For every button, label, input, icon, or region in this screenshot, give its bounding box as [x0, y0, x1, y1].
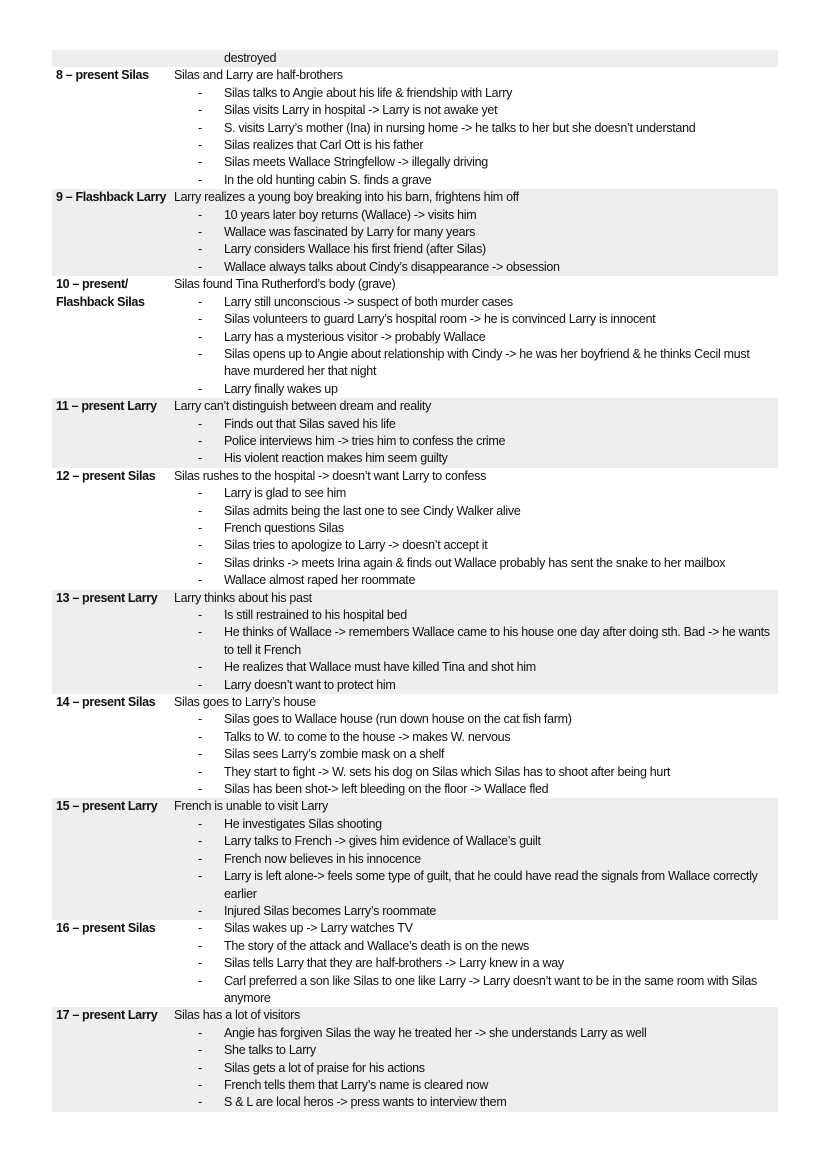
chapter-content — [172, 67, 778, 189]
bullet-text: Silas realizes that Carl Ott is his father — [224, 138, 424, 153]
chapter-bullet-list — [174, 294, 778, 398]
continuation-content-cell — [172, 50, 778, 67]
chapter-content — [172, 590, 778, 694]
bullet-text: She talks to Larry — [224, 1043, 316, 1058]
bullet-item — [174, 85, 778, 102]
continuation-row — [52, 50, 778, 67]
bullet-text: In the old hunting cabin S. finds a grave — [224, 172, 432, 187]
bullet-dash-icon: - — [198, 520, 202, 535]
bullet-dash-icon: - — [198, 816, 202, 831]
bullet-text: Silas goes to Wallace house (run down house on the cat fish farm) — [224, 712, 572, 727]
bullet-item — [174, 416, 778, 433]
bullet-dash-icon: - — [198, 1077, 202, 1092]
bullet-dash-icon: - — [198, 242, 202, 257]
bullet-dash-icon: - — [198, 120, 202, 135]
chapter-content — [172, 468, 778, 590]
chapter-row — [52, 798, 778, 920]
bullet-item — [174, 711, 778, 728]
bullet-item — [174, 677, 778, 694]
chapter-row — [52, 67, 778, 189]
bullet-dash-icon: - — [198, 225, 202, 240]
bullet-text: Silas admits being the last one to see Cindy Walker alive — [224, 503, 521, 518]
bullet-dash-icon: - — [198, 608, 202, 622]
bullet-text: Wallace always talks about Cindy’s disappearance -> obsession — [224, 259, 560, 274]
bullet-text: Silas drinks -> meets Irina again & finds out Wallace probably has sent the snake to her mailbox — [224, 555, 726, 570]
bullet-text: Silas tells Larry that they are half-brothers -> Larry knew in a way — [224, 956, 564, 971]
bullet-text: Silas opens up to Angie about relationship with Cindy -> he was her boyfriend & he thinks Cecil must have murdered her that night — [224, 346, 750, 379]
bullet-item — [174, 729, 778, 746]
bullet-text: S & L are local heros -> press wants to interview them — [224, 1095, 507, 1110]
bullet-text: Silas wakes up -> Larry watches TV — [224, 921, 413, 936]
bullet-text: French questions Silas — [224, 520, 344, 535]
bullet-dash-icon: - — [198, 973, 202, 988]
bullet-item — [174, 503, 778, 520]
chapter-content — [172, 1007, 778, 1111]
bullet-text: Finds out that Silas saved his life — [224, 416, 396, 431]
bullet-item — [174, 903, 778, 920]
bullet-item — [174, 764, 778, 781]
bullet-dash-icon: - — [198, 938, 202, 953]
bullet-text: Larry doesn’t want to protect him — [224, 677, 396, 692]
bullet-text: Larry still unconscious -> suspect of both murder cases — [224, 294, 513, 309]
bullet-item — [174, 450, 778, 467]
bullet-dash-icon: - — [198, 312, 202, 327]
bullet-dash-icon: - — [198, 294, 202, 309]
chapter-row — [52, 468, 778, 590]
bullet-dash-icon: - — [198, 903, 202, 918]
bullet-item — [174, 816, 778, 833]
bullet-dash-icon: - — [198, 921, 202, 936]
bullet-dash-icon: - — [198, 851, 202, 866]
bullet-text: Police interviews him -> tries him to confess the crime — [224, 433, 506, 448]
bullet-item — [174, 572, 778, 589]
chapter-summary: French is unable to visit Larry — [174, 799, 328, 814]
chapter-summary-table — [52, 50, 778, 1112]
bullet-dash-icon: - — [198, 538, 202, 553]
bullet-item — [174, 1060, 778, 1077]
bullet-item — [174, 624, 778, 659]
bullet-dash-icon: - — [198, 486, 202, 501]
bullet-text: 10 years later boy returns (Wallace) -> visits him — [224, 207, 477, 222]
bullet-text: Is still restrained to his hospital bed — [224, 608, 407, 622]
bullet-item — [174, 1042, 778, 1059]
bullet-item — [174, 955, 778, 972]
bullet-text: Silas sees Larry’s zombie mask on a shelf — [224, 747, 445, 762]
bullet-item — [174, 920, 778, 937]
bullet-item — [174, 1094, 778, 1111]
chapter-content — [172, 798, 778, 920]
bullet-dash-icon: - — [198, 729, 202, 744]
bullet-item — [174, 833, 778, 850]
chapter-summary: Larry realizes a young boy breaking into his barn, frightens him off — [174, 190, 519, 205]
bullet-item — [174, 137, 778, 154]
chapter-summary: Larry can’t distinguish between dream and reality — [174, 399, 431, 414]
bullet-dash-icon: - — [198, 660, 202, 675]
bullet-dash-icon: - — [198, 433, 202, 448]
bullet-text: He thinks of Wallace -> remembers Wallace came to his house one day after doing sth. Bad -> he wants to tell it French — [224, 625, 770, 657]
bullet-item — [174, 520, 778, 537]
bullet-dash-icon: - — [198, 1060, 202, 1075]
bullet-text: French tells them that Larry’s name is cleared now — [224, 1077, 489, 1092]
chapter-bullet-list — [174, 85, 778, 189]
bullet-item — [174, 172, 778, 189]
chapter-label: 9 – Flashback Larry — [52, 189, 172, 276]
bullet-dash-icon: - — [198, 555, 202, 570]
document-page — [52, 50, 778, 1112]
chapter-row — [52, 590, 778, 694]
chapter-bullet-list — [174, 607, 778, 694]
chapter-bullet-list — [174, 485, 778, 589]
bullet-item — [174, 224, 778, 241]
chapter-label: 11 – present Larry — [52, 398, 172, 468]
bullet-text: The story of the attack and Wallace’s death is on the news — [224, 938, 530, 953]
bullet-dash-icon: - — [198, 346, 202, 361]
bullet-text: Larry is left alone-> feels some type of guilt, that he could have read the signals from Wallace correctly earlier — [224, 869, 758, 901]
bullet-item — [174, 1025, 778, 1042]
bullet-text: They start to fight -> W. sets his dog on Silas which Silas has to shoot after being hurt — [224, 764, 671, 779]
bullet-item — [174, 154, 778, 171]
bullet-item — [174, 659, 778, 676]
bullet-dash-icon: - — [198, 103, 202, 118]
chapter-row — [52, 694, 778, 798]
bullet-item — [174, 607, 778, 624]
bullet-dash-icon: - — [198, 416, 202, 431]
chapter-label: 17 – present Larry — [52, 1007, 172, 1111]
bullet-dash-icon: - — [198, 956, 202, 971]
chapter-bullet-list — [174, 816, 778, 920]
chapter-row — [52, 1007, 778, 1111]
bullet-dash-icon: - — [198, 573, 202, 588]
bullet-dash-icon: - — [198, 259, 202, 274]
bullet-dash-icon: - — [198, 329, 202, 344]
chapter-summary: Silas goes to Larry’s house — [174, 695, 316, 710]
bullet-text: Wallace almost raped her roommate — [224, 573, 416, 588]
bullet-dash-icon: - — [198, 764, 202, 779]
bullet-dash-icon: - — [198, 712, 202, 727]
chapter-content — [172, 694, 778, 798]
bullet-text: Larry is glad to see him — [224, 486, 347, 501]
bullet-item — [174, 241, 778, 258]
bullet-item — [174, 555, 778, 572]
bullet-item — [174, 259, 778, 276]
chapter-label: 8 – present Silas — [52, 67, 172, 189]
chapter-bullet-list — [174, 416, 778, 468]
bullet-dash-icon: - — [198, 381, 202, 396]
bullet-dash-icon: - — [198, 172, 202, 187]
chapter-bullet-list — [174, 1025, 778, 1112]
chapter-row — [52, 398, 778, 468]
bullet-dash-icon: - — [198, 747, 202, 762]
bullet-text: Silas meets Wallace Stringfellow -> illegally driving — [224, 155, 488, 170]
bullet-text: Talks to W. to come to the house -> makes W. nervous — [224, 729, 511, 744]
bullet-dash-icon: - — [198, 155, 202, 170]
chapter-content — [172, 276, 778, 398]
chapter-content — [172, 920, 778, 1007]
bullet-item — [174, 973, 778, 1008]
chapter-bullet-list — [174, 207, 778, 277]
bullet-dash-icon: - — [198, 85, 202, 100]
chapter-content — [172, 398, 778, 468]
bullet-dash-icon: - — [198, 1095, 202, 1110]
chapter-summary: Silas rushes to the hospital -> doesn’t want Larry to confess — [174, 468, 487, 483]
bullet-text: Injured Silas becomes Larry’s roommate — [224, 903, 437, 918]
bullet-text: Larry finally wakes up — [224, 381, 338, 396]
chapter-row — [52, 276, 778, 398]
bullet-dash-icon: - — [198, 625, 202, 640]
bullet-text: Wallace was fascinated by Larry for many years — [224, 225, 476, 240]
bullet-item — [174, 938, 778, 955]
bullet-dash-icon: - — [198, 503, 202, 518]
bullet-text: French now believes in his innocence — [224, 851, 421, 866]
bullet-item — [174, 102, 778, 119]
bullet-text: Silas visits Larry in hospital -> Larry is not awake yet — [224, 103, 498, 118]
bullet-item — [174, 537, 778, 554]
bullet-text: Larry considers Wallace his first friend (after Silas) — [224, 242, 486, 257]
bullet-item — [174, 1077, 778, 1094]
bullet-item — [174, 294, 778, 311]
continuation-text: destroyed — [224, 51, 277, 65]
bullet-dash-icon: - — [198, 834, 202, 849]
chapter-row — [52, 189, 778, 276]
bullet-dash-icon: - — [198, 451, 202, 466]
chapter-content — [172, 189, 778, 276]
chapter-summary: Silas found Tina Rutherford’s body (grave) — [174, 277, 396, 292]
bullet-text: His violent reaction makes him seem guilty — [224, 451, 448, 466]
bullet-text: Larry talks to French -> gives him evidence of Wallace’s guilt — [224, 834, 541, 849]
bullet-dash-icon: - — [198, 207, 202, 222]
bullet-text: S. visits Larry’s mother (Ina) in nursing home -> he talks to her but she doesn’t understand — [224, 120, 696, 135]
chapter-table-body — [52, 50, 778, 1112]
chapter-label: 14 – present Silas — [52, 694, 172, 798]
bullet-item — [174, 311, 778, 328]
bullet-item — [174, 207, 778, 224]
bullet-item — [174, 346, 778, 381]
bullet-dash-icon: - — [198, 677, 202, 692]
chapter-label: 15 – present Larry — [52, 798, 172, 920]
bullet-item — [174, 120, 778, 137]
bullet-text: He realizes that Wallace must have killed Tina and shot him — [224, 660, 536, 675]
bullet-item — [174, 329, 778, 346]
bullet-dash-icon: - — [198, 869, 202, 884]
bullet-item — [174, 485, 778, 502]
bullet-text: Silas tries to apologize to Larry -> doesn’t accept it — [224, 538, 488, 553]
bullet-item — [174, 781, 778, 798]
bullet-item — [174, 868, 778, 903]
bullet-text: Silas volunteers to guard Larry’s hospital room -> he is convinced Larry is innocent — [224, 312, 656, 327]
chapter-label: 10 – present/ Flashback Silas — [52, 276, 172, 398]
bullet-dash-icon: - — [198, 782, 202, 797]
bullet-item — [174, 381, 778, 398]
chapter-label: 12 – present Silas — [52, 468, 172, 590]
bullet-text: He investigates Silas shooting — [224, 816, 382, 831]
bullet-text: Larry has a mysterious visitor -> probably Wallace — [224, 329, 486, 344]
chapter-summary: Larry thinks about his past — [174, 590, 312, 605]
bullet-text: Silas talks to Angie about his life & friendship with Larry — [224, 85, 513, 100]
chapter-label: 13 – present Larry — [52, 590, 172, 694]
bullet-item — [174, 433, 778, 450]
chapter-row — [52, 920, 778, 1007]
chapter-summary: Silas has a lot of visitors — [174, 1008, 300, 1023]
chapter-summary: Silas and Larry are half-brothers — [174, 68, 343, 83]
chapter-bullet-list — [174, 711, 778, 798]
bullet-item — [174, 851, 778, 868]
chapter-bullet-list — [174, 920, 778, 1007]
bullet-dash-icon: - — [198, 1025, 202, 1040]
bullet-item — [174, 746, 778, 763]
bullet-text: Silas gets a lot of praise for his actions — [224, 1060, 425, 1075]
bullet-dash-icon: - — [198, 1043, 202, 1058]
bullet-text: Carl preferred a son like Silas to one like Larry -> Larry doesn’t want to be in the same room with Silas anymore — [224, 973, 757, 1005]
chapter-label: 16 – present Silas — [52, 920, 172, 1007]
bullet-text: Angie has forgiven Silas the way he treated her -> she understands Larry as well — [224, 1025, 647, 1040]
bullet-text: Silas has been shot-> left bleeding on the floor -> Wallace fled — [224, 782, 549, 797]
continuation-label-cell — [52, 50, 172, 67]
bullet-dash-icon: - — [198, 138, 202, 153]
